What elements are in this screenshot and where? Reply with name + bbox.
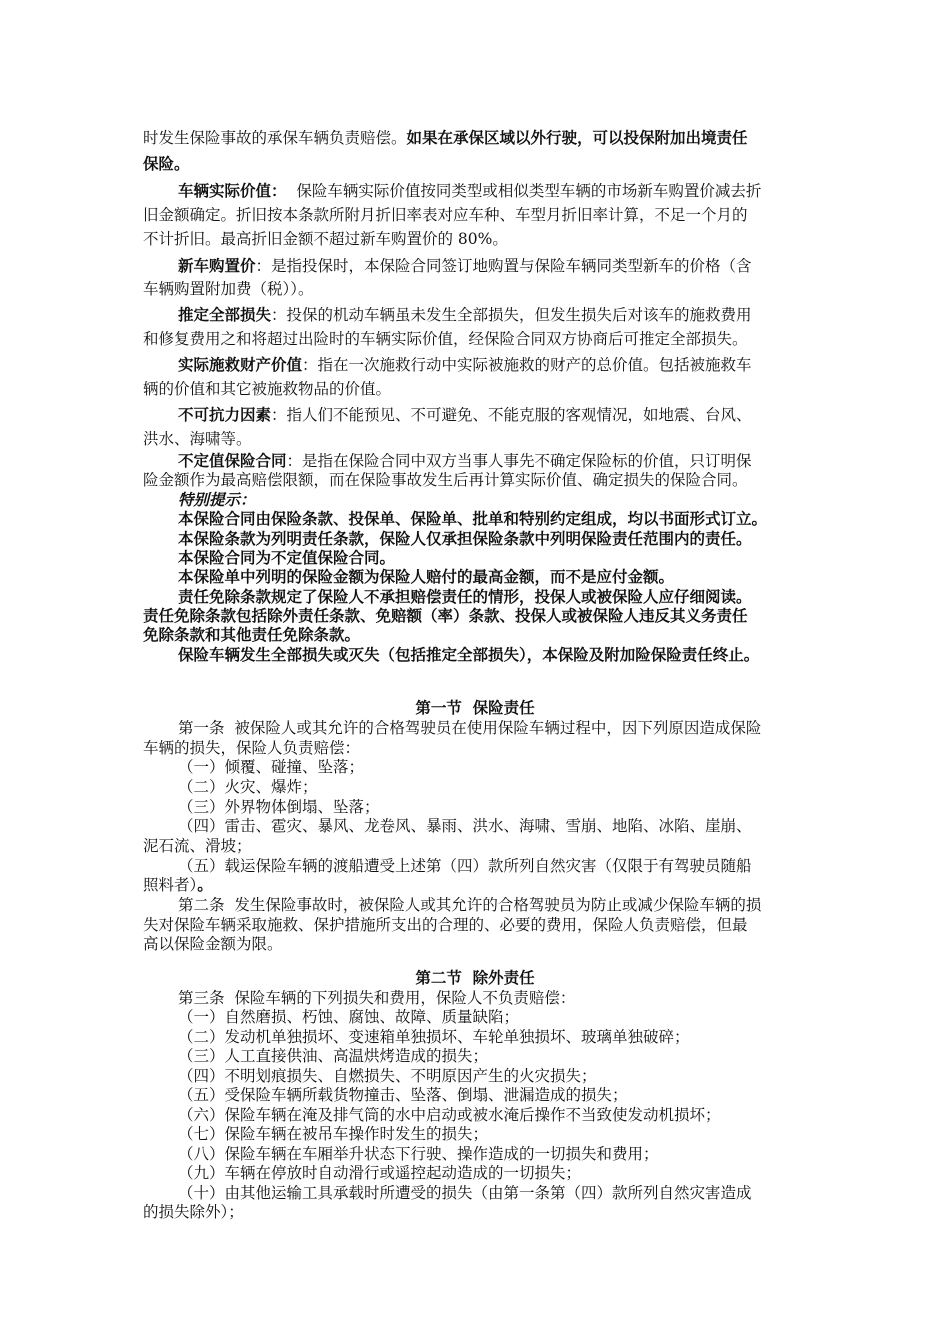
def-actual-value-line-1 — [178, 181, 761, 201]
notice-line: 本保险条款为列明责任条款，保险人仅承担保险条款中列明保险责任范围内的责任。 — [178, 529, 752, 548]
def-force-majeure-line-1 — [178, 405, 752, 425]
section1-item: （四）雷击、雹灾、暴风、龙卷风、暴雨、洪水、海啸、雪崩、地陷、冰陷、崖崩、 — [178, 817, 752, 835]
intro-bold-text: 如果在承保区域以外行驶，可以投保附加出境责任 — [406, 128, 748, 147]
def-text: ：是指投保时，本保险合同签订地购置与保险车辆同类型新车的价格（含 — [255, 257, 752, 275]
def-term: 实际施救财产价值 — [178, 355, 303, 374]
def-total-loss-line-1 — [178, 305, 752, 325]
def-rescue-value-line-2: 辆的价值和其它被施救物品的价值。 — [143, 380, 392, 398]
def-text: ：指在一次施救行动中实际被施救的财产的总价值。包括被施救车 — [302, 356, 752, 374]
article1-line-2: 车辆的损失，保险人负责赔偿： — [143, 739, 361, 757]
def-unvalued-line-1 — [178, 451, 752, 471]
intro-line-1 — [143, 128, 748, 148]
section1-title: 第一节 保险责任 — [415, 698, 535, 717]
section2-item: （十）由其他运输工具承载时所遭受的损失（由第一条第（四）款所列自然灾害造成 — [178, 1184, 752, 1202]
notice-title: 特别提示： — [178, 490, 256, 509]
notice-line: 本保险单中列明的保险金额为保险人赔付的最高金额，而不是应付金额。 — [178, 567, 675, 586]
notice-line: 本保险合同为不定值保险合同。 — [178, 548, 396, 567]
notice-line: 本保险合同由保险条款、投保单、保险单、批单和特别约定组成，均以书面形式订立。 — [178, 509, 768, 528]
def-text: ：投保的机动车辆虽未发生全部损失，但发生损失后对该车的施救费用 — [271, 306, 752, 324]
section2-item: （一）自然磨损、朽蚀、腐蚀、故障、质量缺陷； — [178, 1008, 520, 1026]
section2-item10-line-2: 的损失除外）； — [143, 1203, 244, 1221]
article2-line-3: 高以保险金额为限。 — [143, 935, 283, 953]
notice-line: 免除条款和其他责任免除条款。 — [143, 625, 361, 644]
def-actual-value-line-2: 旧金额确定。折旧按本条款所附月折旧率表对应车种、车型月折旧率计算，不足一个月的 — [143, 206, 748, 224]
def-term: 新车购置价 — [178, 256, 256, 275]
section2-item: （五）受保险车辆所载货物撞击、坠落、倒塌、泄漏造成的损失； — [178, 1086, 628, 1104]
item-bold-text: 。 — [197, 875, 213, 894]
section1-item5-line-1: （五）载运保险车辆的渡船遭受上述第（四）款所列自然灾害（仅限于有驾驶员随船 — [178, 857, 752, 875]
article1-line-1: 第一条 被保险人或其允许的合格驾驶员在使用保险车辆过程中，因下列原因造成保险 — [178, 719, 762, 737]
section1-item: （二）火灾、爆炸； — [178, 778, 318, 796]
section2-item: （三）人工直接供油、高温烘烤造成的损失； — [178, 1047, 489, 1065]
def-term: 不定值保险合同 — [178, 451, 287, 470]
notice-line: 保险车辆发生全部损失或灭失（包括推定全部损失），本保险及附加险保险责任终止。 — [178, 645, 760, 664]
def-new-price-line-1 — [178, 256, 752, 276]
section1-item: （一）倾覆、碰撞、坠落； — [178, 758, 365, 776]
def-unvalued-line-2: 险金额作为最高赔偿限额，而在保险事故发生后再计算实际价值、确定损失的保险合同。 — [143, 471, 748, 489]
def-term: 推定全部损失 — [178, 305, 272, 324]
section2-title: 第二节 除外责任 — [415, 968, 535, 987]
def-text: ：指人们不能预见、不可避免、不能克服的客观情况，如地震、台风、 — [271, 406, 752, 424]
def-text: ：是指在保险合同中双方当事人事先不确定保险标的价值，只订明保 — [286, 452, 752, 470]
article2-line-2: 失对保险车辆采取施救、保护措施所支出的合理的、必要的费用，保险人负责赔偿，但最 — [143, 916, 748, 934]
def-rescue-value-line-1 — [178, 355, 752, 375]
def-term: 不可抗力因素 — [178, 405, 272, 424]
def-term: 车辆实际价值： — [178, 181, 287, 200]
section2-item: （六）保险车辆在淹及排气筒的水中启动或被水淹后操作不当致使发动机损坏； — [178, 1106, 721, 1124]
intro-text: 时发生保险事故的承保车辆负责赔偿。 — [143, 129, 407, 147]
section1-item: （三）外界物体倒塌、坠落； — [178, 798, 380, 816]
section2-item: （七）保险车辆在被吊车操作时发生的损失； — [178, 1125, 489, 1143]
article2-line-1: 第二条 发生保险事故时，被保险人或其允许的合格驾驶员为防止或减少保险车辆的损 — [178, 896, 762, 914]
def-new-price-line-2: 车辆购置附加费（税））。 — [143, 280, 314, 298]
section1-item5-line-2 — [143, 875, 213, 895]
section1-item4-line-2: 泥石流、滑坡； — [143, 837, 252, 855]
section2-item: （八）保险车辆在车厢举升状态下行驶、操作造成的一切损失和费用； — [178, 1145, 659, 1163]
intro-line-2: 保险。 — [143, 154, 190, 173]
section2-item: （二）发动机单独损坏、变速箱单独损坏、车轮单独损坏、玻璃单独破碎； — [178, 1028, 690, 1046]
notice-line: 责任免除条款包括除外责任条款、免赔额（率）条款、投保人或被保险人违反其义务责任 — [143, 606, 748, 625]
def-actual-value-line-3: 不计折旧。最高折旧金额不超过新车购置价的 80%。 — [143, 230, 508, 248]
article3-line: 第三条 保险车辆的下列损失和费用，保险人不负责赔偿： — [178, 989, 576, 1007]
item-text: 照料者） — [143, 876, 198, 894]
section2-item: （四）不明划痕损失、自燃损失、不明原因产生的火灾损失； — [178, 1067, 597, 1085]
notice-line: 责任免除条款规定了保险人不承担赔偿责任的情形，投保人或被保险人应仔细阅读。 — [178, 587, 752, 606]
def-text: 保险车辆实际价值按同类型或相似类型车辆的市场新车购置价减去折 — [286, 182, 762, 200]
section2-item: （九）车辆在停放时自动滑行或遥控起动造成的一切损失； — [178, 1164, 582, 1182]
def-total-loss-line-2: 和修复费用之和将超过出险时的车辆实际价值，经保险合同双方协商后可推定全部损失。 — [143, 330, 748, 348]
def-force-majeure-line-2: 洪水、海啸等。 — [143, 430, 252, 448]
